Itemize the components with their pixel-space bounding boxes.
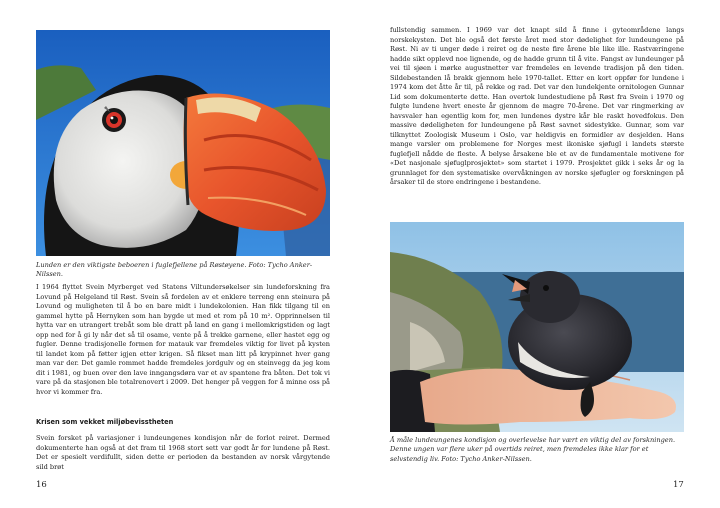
puffin-illustration	[36, 30, 330, 256]
paragraph-text: I 1964 flyttet Svein Myrberget ved Statens Viltundersøkelser sin lundeforskning fra Lovund på Helgeland til Røst. Svein så fordelen av et enklere terreng enn steinura på Lovund og muligheten til å bo en bare midt i lundekolonien. Han fikk tilgang til en gammel hytte på Hernyken som han bygde ut med et rom på 10 m². Opprinnelsen til hytta var en utrangert trebåt som ble dratt på land en gang i mellomkrigstiden og lagt opp ned for å gi ly når det så til osame, vente på å trekke garnene, eller hastet egg og fugler. Denne tradisjonelle formen for matauk var fremdeles viktig for livet på kysten til landet kom på føtter igjen etter krigen. Så fikset man litt på krypinnet hver gang man var der. Det gamle rommet hadde fremdeles jordgulv og en steinvegg da jeg kom dit i 1981, og buen over den lave inngangsdøra var et av spantene fra båten. Det tok vi vare på da stasjonen ble totalrenovert i 2009. Det henger på veggen for å minne oss på hvor vi kommer fra.	[36, 283, 330, 396]
left-paragraph	[36, 283, 330, 397]
section-heading: Krisen som vekket miljøbevisstheten	[36, 418, 174, 426]
chick-illustration	[390, 222, 684, 432]
paragraph-text: fullstendig sammen. I 1969 var det knapt sild å finne i gyteområdene langs norskekysten. Det ble også det første året med stor dødelighet for lundeungene på Røst. Ni av ti unger døde i reiret og de neste fire årene ble like ille. Rastværingene hadde sikt opplevd noe lignende, og de hadde grunn til å vite. Fangst av lundeunger på vei til sjøen i mørke augustnetter var fremdeles en levende tradisjon på den tiden. Sildebestanden lå brakk gjennom hele 1970-tallet. Etter en kort oppfør for lundene i 1974 kom det åtte år til, på rekke og rad. Det var den lundekjente ornitologen Gunnar Lid som dokumenterte dette. Han overtok lundestudiene på Røst fra Svein i 1970 og fulgte lundene hvert eneste år gjennom de magre 70-årene. Det var ringmerking av havsvaler han egentlig kom for, men lundenes dystre kår ble raskt hovedfokus. Den massive dødeligheten for lundeungene på Røst savnet sidestykke. Gunnar, som var tilknyttet Zoologisk Museum i Oslo, var heldigvis en formidler av desjelden. Hans mange varsler om problemene for Norges mest ikoniske sjøfugl i landets største fuglefjell nådde de fleste. Å belyse årsakene ble et av de fundamentale motivene for «Det nasjonale sjøfuglprosjektet» som startet i 1979. Prosjektet gikk i seks år og la grunnlaget for den systematiske overvåkningen av norske sjøfugler og forskningen på årsaker til de store endringene i bestandene.	[390, 26, 684, 186]
puffin-caption: Lunden er den viktigste beboeren i fuglefjellene på Røstøyene. Foto: Tycho Anker-Nilssen.	[36, 261, 313, 279]
left-paragraph-2	[36, 434, 330, 472]
chick-photo	[390, 222, 684, 432]
puffin-photo	[36, 30, 330, 256]
page-number-left: 16	[36, 480, 47, 490]
right-page	[360, 0, 720, 508]
paragraph-text: Svein forsket på variasjoner i lundeungenes kondisjon når de forlot reiret. Dermed dokumenterte han også at det fram til 1968 stort sett var godt år for lundene på Røst. Det er spesielt verdifullt, siden dette er perioden da bestanden av norsk vårgytende sild brøt	[36, 434, 330, 471]
chick-caption: Å måle lundeungenes kondisjon og overlevelse har vært en viktig del av forskningen. Denne ungen var flere uker på overtids reiret, men fremdeles ikke klar for et selvstendig liv. Foto: Tycho Anker-Nilssen.	[390, 436, 676, 463]
page-number-right: 17	[673, 480, 684, 490]
right-paragraph	[390, 26, 684, 188]
